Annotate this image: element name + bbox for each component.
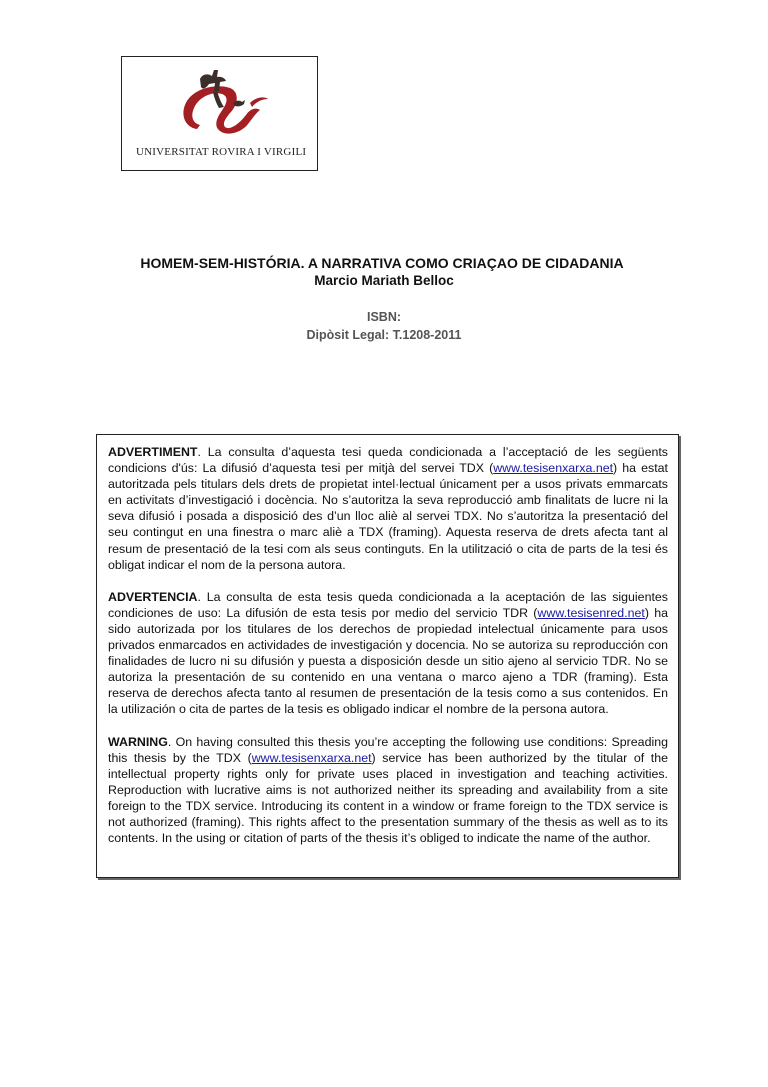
publication-info [0,308,768,344]
notice-spanish [108,589,668,718]
logo-wordmark: UNIVERSITAT ROVIRA I VIRGILI [136,146,307,158]
notice-heading: ADVERTIMENT [108,445,198,459]
tdx-link[interactable]: www.tesisenxarxa.net [493,461,614,476]
notice-catalan [108,444,668,573]
university-logo [121,56,318,171]
notice-text: . La consulta de esta tesis queda condicionada a la aceptación de las siguientes condiciones de uso: La difusión de esta tesis por medio del servicio TDR ( [108,589,668,620]
tdx-link[interactable]: www.tesisenxarxa.net [251,750,372,765]
notice-text: ) service has been authorized by the titular of the intellectual property rights only for private uses placed in investigation and teaching activities. Reproduction with lucrative aims is not authorized neither its spreading and availability from a site foreign to the TDX service. Introducing its content in a window or frame foreign to the TDX service is not authorized (framing). This rights affect to the presentation summary of the thesis as well as to its contents. In the using or citation of parts of the thesis it’s obliged to indicate the name of the author. [108,750,669,846]
notice-text: ) ha estat autoritzada pels titulars dels drets de propietat intel·lectual únicament per a usos privats emmarcats en activitats d’investigació i docència. No s’autoritza la seva reproducció amb finalitats de lucre ni la seva difusió i posada a disposició des d’un lloc aliè al servei TDX. No s’autoritza la presentació del seu contingut en una finestra o marc aliè a TDX (framing). Aquesta reserva de drets afecta tant al resum de presentació de la tesi com als seus continguts. En la utilització o cita de parts de la tesi és obligat indicar el nom de la persona autora. [108,461,668,572]
thesis-title: HOMEM-SEM-HISTÓRIA. A NARRATIVA COMO CRIAÇAO DE CIDADANIA [140,255,624,271]
notice-heading: WARNING [108,734,168,749]
notice-heading: ADVERTENCIA [108,589,198,604]
tdr-link[interactable]: www.tesisenred.net [537,605,645,620]
notice-text: . On having consulted this thesis you’re accepting the following use conditions: Spreading this thesis by the TDX ( [108,734,668,765]
title-block [0,255,768,288]
notice-english [108,734,668,847]
rights-notice-box [96,434,679,878]
thesis-author: Marcio Mariath Belloc [314,273,454,288]
notice-text: . La consulta d’aquesta tesi queda condicionada a l’acceptació de les següents condicions d'ús: La difusió d’aquesta tesi per mitjà del servei TDX ( [108,445,668,476]
legal-deposit: Dipòsit Legal: T.1208-2011 [306,328,462,342]
isbn-label: ISBN: [366,310,402,324]
notice-text: ) ha sido autorizada por los titulares de los derechos de propiedad intelectual únicamente para usos privados enmarcados en actividades de investigación y docencia. No se autoriza su reproducción con finalidades de lucro ni su difusión y puesta a disposición desde un sitio ajeno al servicio TDR. No se autoriza la presentación de su contenido en una ventana o marco ajeno a TDR (framing). Esta reserva de derechos afecta tanto al resumen de presentación de la tesis como a sus contenidos. En la utilización o cita de partes de la tesis es obligado indicar el nombre de la persona autora. [108,605,669,717]
